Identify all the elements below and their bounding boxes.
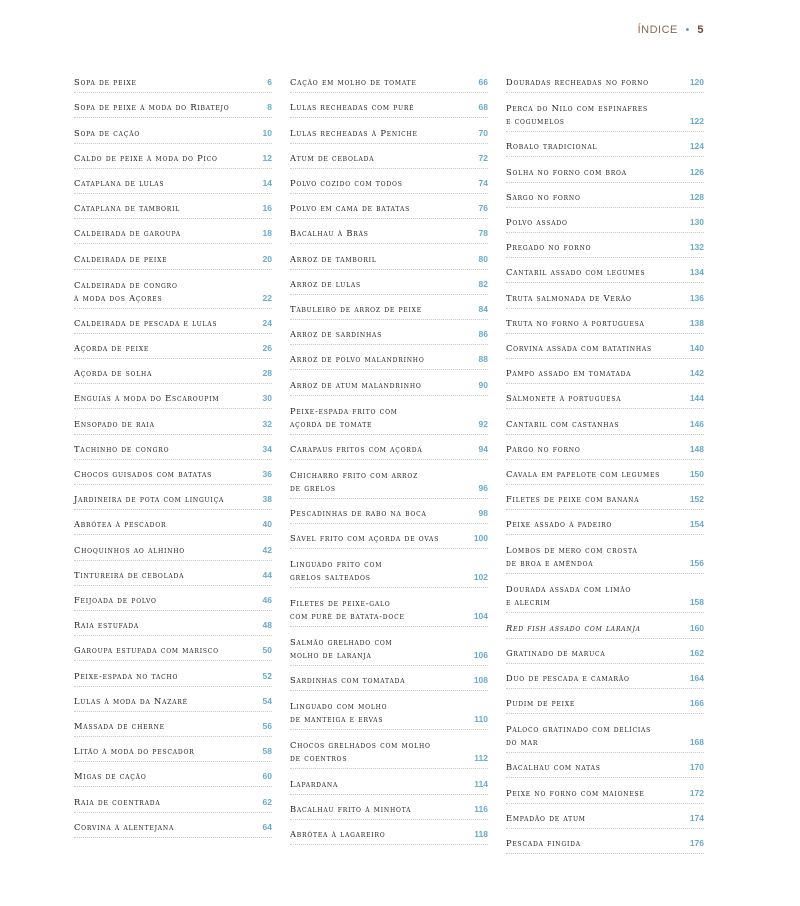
index-entry — [506, 208, 704, 233]
entry-page: 92 — [478, 418, 488, 429]
index-entry — [74, 309, 272, 334]
entry-title: Arroz de lulas — [290, 278, 361, 289]
entry-page: 74 — [478, 177, 488, 188]
entry-page: 36 — [262, 468, 272, 479]
entry-title: Caldeirada de peixe — [74, 253, 168, 264]
entry-page: 32 — [262, 418, 272, 429]
entry-title: Açorda de peixe — [74, 342, 150, 353]
entry-page: 64 — [262, 821, 272, 832]
index-entry — [290, 93, 488, 118]
entry-title: Empadão de atum — [506, 812, 586, 823]
entry-title: Truta salmonada de Verão — [506, 292, 632, 303]
entry-title: Peixe no forno com maionese — [506, 787, 645, 798]
index-entry — [290, 730, 488, 769]
entry-title: Solha no forno com broa — [506, 166, 627, 177]
index-entry — [290, 820, 488, 845]
index-entry — [506, 829, 704, 854]
entry-title: Arroz de atum malandrinho — [290, 379, 422, 390]
index-entry — [506, 753, 704, 778]
entry-title: Raia de coentrada — [74, 796, 161, 807]
page-header — [638, 24, 704, 36]
index-entry — [506, 132, 704, 157]
entry-title: Chicharro frito com arroz de grelos — [290, 469, 419, 493]
index-entry — [74, 611, 272, 636]
entry-title: Caldeirada de pescada e lulas — [74, 317, 218, 328]
entry-title: Massada de cherne — [74, 720, 165, 731]
entry-title: Lombos de mero com crosta de broa e amêndoa — [506, 545, 638, 569]
entry-page: 112 — [474, 753, 488, 764]
entry-title: Cavala em papelote com legumes — [506, 468, 661, 479]
entry-page: 26 — [262, 342, 272, 353]
index-entry — [506, 535, 704, 574]
index-entry — [74, 510, 272, 535]
entry-title: Caldeirada de garoupa — [74, 228, 181, 239]
index-entry — [74, 359, 272, 384]
index-entry — [506, 574, 704, 613]
entry-title: Bacalhau com natas — [506, 762, 601, 773]
entry-page: 174 — [689, 812, 704, 823]
index-entry — [74, 460, 272, 485]
index-entry — [290, 549, 488, 588]
entry-title: Linguado com molho de manteiga e ervas — [290, 701, 388, 725]
entry-page: 56 — [262, 720, 272, 731]
index-entry — [506, 384, 704, 409]
index-entry — [74, 813, 272, 838]
index-entry — [74, 787, 272, 812]
index-entry — [290, 219, 488, 244]
entry-page: 48 — [262, 620, 272, 631]
entry-title: Cantaril com castanhas — [506, 418, 620, 429]
index-entry — [290, 244, 488, 269]
entry-title: Peixe-espada frito com açorda de tomate — [290, 405, 398, 429]
entry-title: Sopa de peixe à moda do Ribatejo — [74, 102, 230, 113]
entry-title: Perca do Nilo com espinafres e cogumelos — [506, 103, 648, 127]
entry-page: 166 — [689, 698, 704, 709]
entry-title: Sopa de peixe — [74, 77, 137, 88]
entry-title: Salmonete à portuguesa — [506, 393, 622, 404]
index-entry — [290, 435, 488, 460]
entry-title: Linguado frito com grelos salteados — [290, 559, 383, 583]
index-entry — [290, 588, 488, 627]
index-entry — [506, 689, 704, 714]
index-entry — [74, 194, 272, 219]
index-entry — [290, 295, 488, 320]
index-entry — [74, 68, 272, 93]
index-entry — [74, 118, 272, 143]
entry-page: 134 — [689, 267, 704, 278]
entry-title: Cantaril assado com legumes — [506, 267, 646, 278]
entry-page: 88 — [478, 354, 488, 365]
entry-title: Bacalhau frito à minhota — [290, 803, 412, 814]
entry-page: 72 — [478, 152, 488, 163]
entry-title: Filetes de peixe com banana — [506, 494, 640, 505]
index-entry — [74, 762, 272, 787]
entry-title: Red fish assado com laranja — [506, 622, 641, 633]
index-entry — [74, 384, 272, 409]
entry-title: Paloco gratinado com delícias do mar — [506, 724, 652, 748]
index-entry — [506, 157, 704, 182]
entry-page: 76 — [478, 203, 488, 214]
index-entry — [506, 93, 704, 132]
index-entry — [74, 334, 272, 359]
entry-page: 142 — [689, 368, 704, 379]
index-entry — [506, 233, 704, 258]
index-entry — [290, 396, 488, 435]
entry-page: 42 — [262, 544, 272, 555]
index-entry — [74, 586, 272, 611]
index-entry — [506, 510, 704, 535]
entry-title: Robalo tradicional — [506, 141, 598, 152]
index-entry — [74, 93, 272, 118]
entry-title: Abrótea à lagareiro — [290, 828, 386, 839]
index-entry — [290, 144, 488, 169]
index-entry — [74, 712, 272, 737]
entry-page: 110 — [474, 714, 488, 725]
entry-page: 44 — [262, 569, 272, 580]
index-entry — [74, 687, 272, 712]
index-entry — [290, 68, 488, 93]
index-entry — [506, 283, 704, 308]
entry-title: Tachinho de congro — [74, 443, 170, 454]
entry-title: Filetes de peixe-galo com puré de batata-doce — [290, 598, 405, 622]
index-entry — [290, 524, 488, 549]
entry-title: Pampo assado em tomatada — [506, 368, 632, 379]
entry-page: 86 — [478, 329, 488, 340]
entry-title: Choquinhos ao alhinho — [74, 544, 186, 555]
entry-page: 108 — [473, 675, 488, 686]
entry-title: Polvo cozido com todos — [290, 177, 403, 188]
index-entry — [506, 68, 704, 93]
entry-page: 24 — [262, 317, 272, 328]
entry-page: 22 — [262, 292, 272, 303]
entry-page: 54 — [262, 695, 272, 706]
entry-title: Polvo assado — [506, 216, 568, 227]
index-entry — [74, 435, 272, 460]
entry-title: Garoupa estufada com marisco — [74, 645, 219, 656]
entry-title: Chocos grelhados com molho de coentros — [290, 740, 431, 764]
entry-title: Pargo no forno — [506, 443, 581, 454]
entry-page: 152 — [689, 494, 704, 505]
entry-page: 50 — [262, 645, 272, 656]
entry-title: Sável frito com açorda de ovas — [290, 533, 440, 544]
entry-title: Lapardana — [290, 778, 339, 789]
entry-title: Pescadinhas de rabo na boca — [290, 507, 427, 518]
index-entry — [506, 309, 704, 334]
entry-title: Corvina assada com batatinhas — [506, 342, 652, 353]
entry-title: Polvo em cama de batatas — [290, 203, 410, 214]
entry-title: Dourada assada com limão e alecrim — [506, 584, 632, 608]
index-entry — [290, 169, 488, 194]
index-entry — [506, 485, 704, 510]
entry-title: Tintureira de cebolada — [74, 569, 185, 580]
index-entry — [290, 627, 488, 666]
entry-title: Jardineira de pota com linguiça — [74, 494, 225, 505]
index-entry — [74, 144, 272, 169]
entry-title: Sardinhas com tomatada — [290, 675, 406, 686]
index-entry — [290, 345, 488, 370]
entry-title: Litão à moda do pescador — [74, 746, 195, 757]
entry-title: Bacalhau à Brás — [290, 228, 369, 239]
entry-page: 138 — [689, 317, 704, 328]
entry-title: Pescada fingida — [506, 837, 581, 848]
entry-page: 66 — [478, 77, 488, 88]
entry-title: Caldo de peixe à moda do Pico — [74, 152, 218, 163]
index-title: ÍNDICE — [637, 24, 678, 36]
entry-title: Lulas recheadas à Peniche — [290, 127, 418, 138]
entry-page: 14 — [262, 177, 272, 188]
index-entry — [74, 409, 272, 434]
entry-title: Lulas à moda da Nazaré — [74, 695, 188, 706]
entry-title: Ensopado de raia — [74, 418, 155, 429]
entry-page: 170 — [689, 762, 704, 773]
index-entry — [506, 639, 704, 664]
entry-title: Açorda de solha — [74, 368, 153, 379]
index-entry — [74, 535, 272, 560]
entry-title: Truta no forno à portuguesa — [506, 317, 645, 328]
entry-page: 38 — [262, 494, 272, 505]
header-separator: • — [685, 24, 690, 36]
entry-page: 34 — [262, 443, 272, 454]
entry-page: 94 — [478, 443, 488, 454]
entry-title: Arroz de polvo malandrinho — [290, 354, 425, 365]
index-entry — [506, 778, 704, 803]
entry-page: 10 — [262, 127, 272, 138]
entry-page: 60 — [262, 771, 272, 782]
entry-title: Abrótea à pescador — [74, 519, 167, 530]
entry-title: Sopa de cação — [74, 127, 141, 138]
index-entry — [290, 460, 488, 499]
entry-page: 70 — [478, 127, 488, 138]
index-entry — [290, 118, 488, 143]
entry-title: Sargo no forno — [506, 191, 581, 202]
index-entry — [506, 804, 704, 829]
entry-page: 40 — [262, 519, 272, 530]
entry-page: 16 — [262, 203, 272, 214]
entry-page: 80 — [478, 253, 488, 264]
entry-page: 168 — [689, 737, 704, 748]
index-entry — [74, 219, 272, 244]
entry-page: 68 — [478, 102, 488, 113]
entry-title: Caldeirada de congro à moda dos Açores — [74, 279, 178, 303]
entry-title: Cataplana de tamboril — [74, 203, 181, 214]
index-entry — [290, 769, 488, 794]
index-entry — [290, 370, 488, 395]
entry-page: 172 — [689, 787, 704, 798]
entry-page: 12 — [262, 152, 272, 163]
entry-page: 82 — [478, 278, 488, 289]
entry-title: Atum de cebolada — [290, 152, 375, 163]
entry-page: 28 — [262, 368, 272, 379]
entry-page: 96 — [478, 482, 488, 493]
entry-page: 30 — [262, 393, 272, 404]
entry-page: 102 — [473, 572, 488, 583]
entry-page: 158 — [689, 597, 704, 608]
entry-page: 128 — [689, 191, 704, 202]
entry-page: 150 — [689, 468, 704, 479]
entry-title: Lulas recheadas com puré — [290, 102, 415, 113]
entry-page: 164 — [689, 672, 704, 683]
entry-title: Enguias à moda do Escaroupim — [74, 393, 220, 404]
index-entry — [74, 737, 272, 762]
entry-title: Feijoada de polvo — [74, 594, 157, 605]
entry-page: 122 — [689, 116, 704, 127]
entry-page: 62 — [262, 796, 272, 807]
entry-page: 162 — [689, 647, 704, 658]
page-number: 5 — [697, 24, 704, 36]
entry-page: 116 — [474, 803, 488, 814]
index-entry — [74, 485, 272, 510]
index-entry — [74, 270, 272, 309]
index-entry — [74, 561, 272, 586]
entry-page: 46 — [262, 594, 272, 605]
entry-page: 6 — [267, 77, 272, 88]
entry-page: 160 — [689, 622, 704, 633]
index-entry — [74, 169, 272, 194]
entry-page: 78 — [478, 228, 488, 239]
index-entry — [506, 359, 704, 384]
index-entry — [290, 666, 488, 691]
index-entry — [506, 460, 704, 485]
index-entry — [290, 691, 488, 730]
entry-page: 140 — [689, 342, 704, 353]
index-entry — [74, 244, 272, 269]
entry-title: Raia estufada — [74, 620, 139, 631]
entry-title: Pregado no forno — [506, 242, 592, 253]
entry-page: 126 — [689, 166, 704, 177]
index-entry — [290, 320, 488, 345]
entry-title: Migas de cação — [74, 771, 147, 782]
index-entry — [506, 258, 704, 283]
entry-title: Arroz de sardinhas — [290, 329, 383, 340]
entry-page: 84 — [478, 303, 488, 314]
entry-page: 18 — [262, 228, 272, 239]
entry-title: Corvina à alentejana — [74, 821, 175, 832]
index-entry — [290, 270, 488, 295]
entry-page: 52 — [262, 670, 272, 681]
entry-page: 104 — [473, 611, 488, 622]
entry-title: Pudim de peixe — [506, 698, 576, 709]
entry-title: Arroz de tamboril — [290, 253, 377, 264]
entry-title: Gratinado de maruca — [506, 647, 606, 658]
entry-title: Chocos guisados com batatas — [74, 468, 212, 479]
index-entry — [506, 714, 704, 753]
entry-page: 106 — [473, 650, 488, 661]
entry-page: 124 — [689, 141, 704, 152]
entry-page: 156 — [689, 558, 704, 569]
index-entry — [506, 613, 704, 638]
entry-page: 114 — [474, 778, 488, 789]
entry-page: 146 — [689, 418, 704, 429]
entry-title: Peixe assado à padeiro — [506, 519, 613, 530]
entry-page: 130 — [689, 216, 704, 227]
index-entry — [506, 409, 704, 434]
index-entry — [506, 183, 704, 208]
entry-page: 98 — [478, 507, 488, 518]
index-entry — [506, 664, 704, 689]
entry-page: 58 — [262, 746, 272, 757]
entry-page: 136 — [689, 292, 704, 303]
index-entry — [290, 795, 488, 820]
entry-page: 90 — [478, 379, 488, 390]
entry-page: 176 — [689, 837, 704, 848]
index-entry — [506, 435, 704, 460]
index-entry — [290, 194, 488, 219]
entry-page: 144 — [689, 393, 704, 404]
entry-title: Salmão grelhado com molho de laranja — [290, 637, 393, 661]
index-entry — [74, 636, 272, 661]
entry-page: 118 — [474, 828, 488, 839]
entry-title: Cação em molho de tomate — [290, 77, 417, 88]
entry-title: Douradas recheadas no forno — [506, 77, 649, 88]
entry-page: 100 — [473, 533, 488, 544]
entry-page: 120 — [689, 77, 704, 88]
entry-title: Duo de pescada e camarão — [506, 672, 630, 683]
index-entry — [290, 499, 488, 524]
entry-page: 148 — [689, 443, 704, 454]
index-entry — [74, 661, 272, 686]
entry-title: Tabuleiro de arroz de peixe — [290, 303, 422, 314]
entry-title: Carapaus fritos com açorda — [290, 443, 423, 454]
entry-page: 8 — [267, 102, 272, 113]
index-entry — [506, 334, 704, 359]
entry-title: Peixe-espada no tacho — [74, 670, 179, 681]
entry-page: 132 — [689, 242, 704, 253]
entry-page: 154 — [689, 519, 704, 530]
entry-page: 20 — [262, 253, 272, 264]
entry-title: Cataplana de lulas — [74, 177, 165, 188]
